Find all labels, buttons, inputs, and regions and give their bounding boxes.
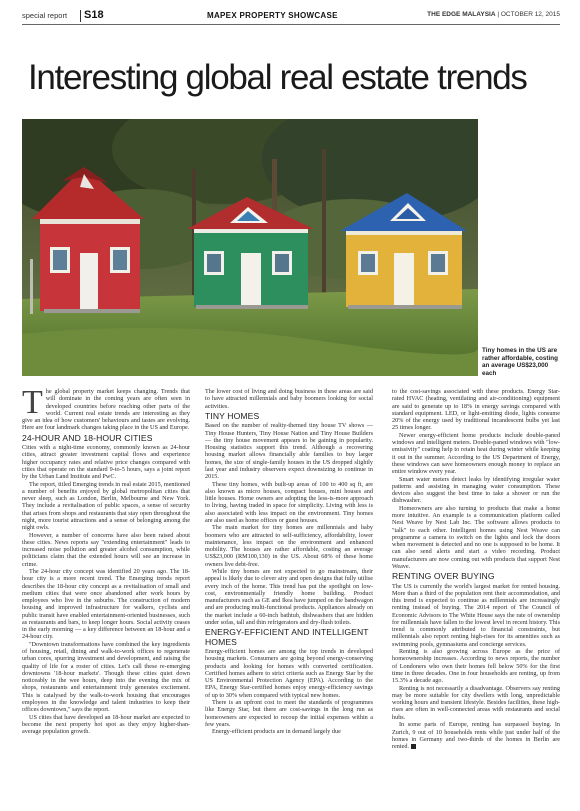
end-mark-icon <box>411 744 416 749</box>
section-label: special report <box>22 11 68 20</box>
section-heading-24-hour-cities: 24-HOUR AND 18-HOUR CITIES <box>22 432 153 443</box>
section-heading-tiny-homes: TINY HOMES <box>205 410 260 421</box>
issue-date: OCTOBER 12, 2015 <box>500 11 560 18</box>
body-paragraph: Renting is not necessarily a disadvantage. Observers say renting may be more suitable for city dwellers with long, unpredictable working hours and transient lifestyle. Besides facilities, these high-rises are often in well-connected areas with restaurants and social hubs. <box>392 684 560 721</box>
body-paragraph: to the cost-savings associated with these products. Energy Star-rated HVAC (heating, ventilating and air-conditioning) equipment are said to generate up to 18% in energy savings compared with standard equipment. LED, or light-emitting diode, lights consume 20% of the energy used by traditional incandescent bulbs yet last 25 times longer. <box>392 388 560 432</box>
section-heading-renting: RENTING OVER BUYING <box>392 571 495 582</box>
body-paragraph: The 24-hour city concept was identified 20 years ago. The 18-hour city is a more recent trend. The Emerging trends report describes the 18-hour city concept as a revitalisation of small and medium cities that were once abandoned after work hours by employees who live in the suburbs. The construction of modern housing and improved infrastructure for walkers, cyclists and public transit have enabled entertainment-oriented businesses, such as restaurants and bars, to keep longer hours. Social activity ceases in the early morning — a key difference between an 18-hour and a 24-hour city. <box>22 568 190 641</box>
body-paragraph: Renting is also growing across Europe as the price of homeownership increases. According to news reports, the number of Londoners who own their homes fell below 50% for the first time in three decades. One in four households are renting, up from 15.3% a decade ago. <box>392 648 560 685</box>
body-paragraph: There is an upfront cost to meet the standards of programmes like Energy Star, but there are cost-savings in the long run as homeowners are expected to recoup the initial expenses within a few years. <box>205 699 373 728</box>
publication-name: THE EDGE MALAYSIA <box>427 11 496 18</box>
body-paragraph: The main market for tiny homes are millennials and baby boomers who are attracted to self-sufficiency, affordability, lower maintenance, less impact on the environment and enhanced mobility. The houses are rather affordable, costing an average US$23,000 (RM100,130) in the US. About 68% of these home owners live debt-free. <box>205 524 373 568</box>
body-paragraph: Cities with a night-time economy, commonly known as 24-hour cities, attract greater investment capital flows and experience higher occupancy rates and relative price changes compared with cities that operate on the standard 9-to-5 hours, says a joint report by the Urban Land Institute and PwC. <box>22 444 190 480</box>
showcase-title: MAPEX PROPERTY SHOWCASE <box>207 11 338 20</box>
intro-text: he global property market keeps changing. Trends that will dominate in the coming years are often seen in developed countries before reaching other parts of the world. Current real estate trends are interesting as they give an idea of how customers' behaviours and tastes are evolving. Here are four landmark changes taking place in the US and Europe. <box>22 388 190 432</box>
houses-photo <box>22 119 478 376</box>
intro-paragraph <box>22 384 190 432</box>
body-paragraph: The report, titled Emerging trends in real estate 2015, mentioned a number of benefits enjoyed by global metropolitan cities that never sleep, such as London, Berlin, Melbourne and New York. They include a revitalisation of public spaces, a sense of security that arises from shops and restaurants that stay open throughout the night, more tourist attractions and a sense of belonging among the night owls. <box>22 480 190 532</box>
body-paragraph: The lower cost of living and doing business in these areas are said to have attracted millennials and baby boomers looking for social activities. <box>205 388 373 410</box>
body-paragraph: "Downtown transformations have combined the key ingredients of housing, retail, dining and walk-to-work offices to regenerate urban cores, spurring investment and development, and raising the quality of life for a roster of cities. Let's call these re-emerging downtowns '18-hour markets'. Though these cities quiet down noticeably in the wee hours, deep into the evening the mix of shops, restaurants and entertainment truly generates excitement. This is catalysed by the walk-to-work housing that encourages employees in the knowledge and talent industries to keep their offices downtown," says the report. <box>22 640 190 714</box>
page-header <box>22 10 560 24</box>
body-paragraph: Homeowners are also turning to products that make a home more intuitive. An example is a communication platform called Nest Weave by Nest Lab Inc. The software allows products to "talk" to each other. Intelligent homes using Nest Weave can programme a camera to switch on the lights and lock the doors when movement is detected and no one is supposed to be home. It can also send alerts and start a video recording. Product manufacturers are now coming out with products that support Nest Weave. <box>392 504 560 570</box>
body-paragraph: While tiny homes are not expected to go mainstream, their appeal is likely due to clever airy and open designs that fully utilise every inch of the home. This trend has put the spotlight on low-cost, environmentally friendly home building. Product manufacturers such as GE and Ikea have jumped on the bandwagon and are producing multi-functional products. Appliances already on the market include a 60-inch bathtub, dishwashers that are hidden under sofas, tall and thin refrigerators and dry-flush toilets. <box>205 568 373 626</box>
article-headline: Interesting global real estate trends <box>28 58 527 97</box>
body-paragraph: The US is currently the world's largest market for rented housing. More than a third of the population rent their accommodation, and this trend is expected to continue as millennials are increasingly renting instead of buying. The 2014 report of The Council of Economic Advisors to The White House says the rate of ownership for millennials have fallen to the lowest level in recent history. This trend is commonly attributed to financial constraints, but millennials also report renting high-rises for its amenities such as swimming pools, gymnasiums and concierge services. <box>392 582 560 648</box>
publication-date: THE EDGE MALAYSIA | OCTOBER 12, 2015 <box>427 11 560 18</box>
last-paragraph <box>392 721 560 750</box>
body-paragraph: Newer energy-efficient home products include double-paned windows and intelligent meters. Double-paned windows with "low-emissivity" coating help to retain heat during winter while keeping it out in the summer. According to the US Department of Energy, these windows can save homeowners enough money to replace an entire window every year. <box>392 431 560 476</box>
body-paragraph: US cities that have developed an 18-hour market are expected to become the next property hot spot as they enjoy higher-than-average population growth. <box>22 713 190 736</box>
drop-cap: T <box>22 384 43 421</box>
page-number: S18 <box>84 9 104 21</box>
body-paragraph: These tiny homes, with built-up areas of 100 to 400 sq ft, are also known as micro houses, compact houses, mini houses and little houses. Home owners are adopting the less-is-more approach to living, having traded in space for simplicity. Living with less is also associated with less impact on the environment. Tiny homes are also used as home offices or guest houses. <box>205 480 373 524</box>
body-paragraph: However, a number of concerns have also been raised about these cities. News reports say "extending entertainment" leads to increased noise pollution and greater alcohol consumption, while politicians claim that the extended hours will see an increase in crime. <box>22 531 190 568</box>
last-paragraph-text: In some parts of Europe, renting has surpassed buying. In Zurich, 9 out of 10 households rents while just under half of the homes in Germany and two-thirds of the homes in Berlin are rented. <box>392 721 560 751</box>
colourful-tiny-houses-photo <box>22 119 478 376</box>
body-paragraph: Based on the number of reality-themed tiny house TV shows — Tiny House Hunters, Tiny House Nation and Tiny House Builders — the tiny house movement appears to be gaining in popularity. Housing statistics support this trend. Although a recovering housing market allows financially able families to buy larger homes, the size of single-family houses in the US dropped slightly last year and industry observers expect downsizing to continue in 2015. <box>205 422 373 480</box>
section-heading-energy-efficient: ENERGY-EFFICIENT AND INTELLIGENT HOMES <box>205 627 369 647</box>
article-column-3 <box>392 388 560 751</box>
header-divider <box>80 10 81 22</box>
body-paragraph: Energy-efficient products are in demand largely due <box>212 728 341 736</box>
article-column-1 <box>22 384 190 736</box>
article-column-2 <box>205 388 373 736</box>
body-paragraph: Energy-efficient homes are among the top trends in developed housing markets. Consumers are going beyond energy-conserving products and looking for homes with converted certification. Certified homes adhere to strict criteria such as Energy Star by the US Environmental Protection Agency (EPA). According to the EPA, Energy Star-certified homes enjoy energy-efficiency savings of up to 30% when compared with typical new homes. <box>205 648 373 699</box>
photo-caption: Tiny homes in the US are rather affordable, costing an average US$23,000 each <box>482 347 558 377</box>
header-rule <box>22 24 560 25</box>
body-paragraph: Smart water meters detect leaks by identifying irregular water patterns and assisting in managing water consumption. These devices also suggest the best time to take a shower or run the dishwasher. <box>392 475 560 505</box>
